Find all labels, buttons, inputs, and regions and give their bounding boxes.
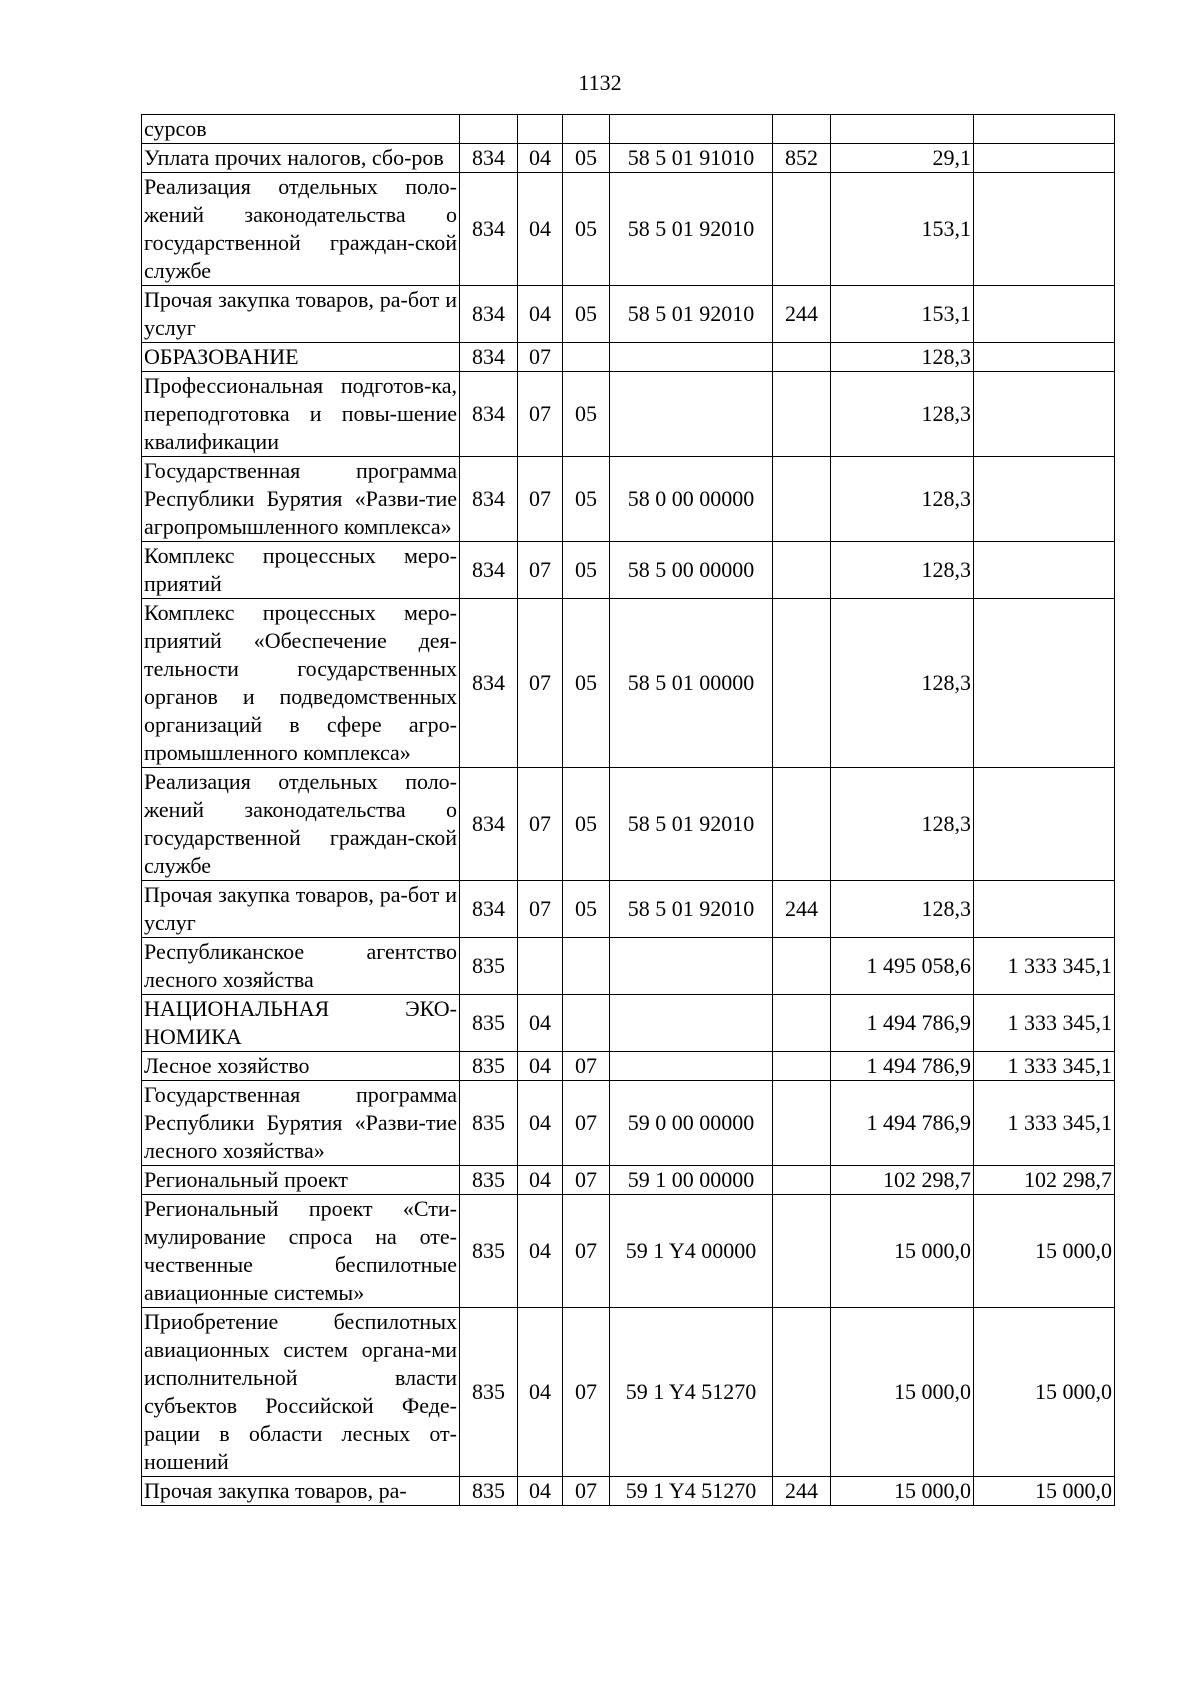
- subsection-code-cell: 07: [563, 1477, 610, 1506]
- table-row: [142, 1195, 1115, 1308]
- target-article-cell: 58 5 00 00000: [610, 542, 773, 599]
- subsection-code-cell: 07: [563, 1195, 610, 1308]
- subsection-code-cell: 05: [563, 372, 610, 457]
- amount-year1-cell: 128,3: [831, 881, 974, 938]
- amount-year1-cell: 15 000,0: [831, 1477, 974, 1506]
- target-article-cell: [610, 995, 773, 1052]
- admin-code-cell: [460, 115, 518, 144]
- amount-year2-cell: [974, 343, 1115, 372]
- table-row: [142, 372, 1115, 457]
- row-name-cell: Прочая закупка товаров, ра-бот и услуг: [142, 286, 460, 343]
- admin-code-cell: 835: [460, 938, 518, 995]
- admin-code-cell: 835: [460, 995, 518, 1052]
- expense-type-cell: 244: [773, 286, 831, 343]
- target-article-cell: 58 5 01 91010: [610, 144, 773, 173]
- section-code-cell: [518, 938, 563, 995]
- admin-code-cell: 835: [460, 1052, 518, 1081]
- target-article-cell: 59 1 00 00000: [610, 1166, 773, 1195]
- amount-year1-cell: 128,3: [831, 372, 974, 457]
- target-article-cell: 59 1 Y4 51270: [610, 1308, 773, 1477]
- admin-code-cell: 834: [460, 372, 518, 457]
- amount-year1-cell: 128,3: [831, 599, 974, 768]
- amount-year2-cell: [974, 542, 1115, 599]
- target-article-cell: 58 0 00 00000: [610, 457, 773, 542]
- expense-type-cell: [773, 457, 831, 542]
- expense-type-cell: [773, 343, 831, 372]
- amount-year2-cell: 1 333 345,1: [974, 938, 1115, 995]
- expense-type-cell: 244: [773, 881, 831, 938]
- amount-year2-cell: [974, 144, 1115, 173]
- expense-type-cell: [773, 1081, 831, 1166]
- amount-year2-cell: [974, 115, 1115, 144]
- table-row: [142, 938, 1115, 995]
- section-code-cell: 04: [518, 1195, 563, 1308]
- target-article-cell: 58 5 01 92010: [610, 881, 773, 938]
- admin-code-cell: 834: [460, 343, 518, 372]
- target-article-cell: 58 5 01 92010: [610, 768, 773, 881]
- amount-year2-cell: 1 333 345,1: [974, 1052, 1115, 1081]
- target-article-cell: 59 1 Y4 51270: [610, 1477, 773, 1506]
- amount-year2-cell: 15 000,0: [974, 1477, 1115, 1506]
- section-code-cell: 07: [518, 881, 563, 938]
- admin-code-cell: 834: [460, 457, 518, 542]
- amount-year2-cell: [974, 881, 1115, 938]
- subsection-code-cell: 05: [563, 542, 610, 599]
- table-row: [142, 457, 1115, 542]
- subsection-code-cell: [563, 938, 610, 995]
- amount-year2-cell: 15 000,0: [974, 1308, 1115, 1477]
- expense-type-cell: [773, 995, 831, 1052]
- table-row: [142, 1081, 1115, 1166]
- expense-type-cell: [773, 938, 831, 995]
- table-row: [142, 599, 1115, 768]
- row-name-cell: Республиканское агентство лесного хозяйства: [142, 938, 460, 995]
- amount-year1-cell: 15 000,0: [831, 1308, 974, 1477]
- subsection-code-cell: 07: [563, 1308, 610, 1477]
- admin-code-cell: 835: [460, 1308, 518, 1477]
- amount-year2-cell: 15 000,0: [974, 1195, 1115, 1308]
- amount-year1-cell: 1 495 058,6: [831, 938, 974, 995]
- admin-code-cell: 834: [460, 542, 518, 599]
- row-name-cell: Региональный проект «Сти-мулирование спроса на оте-чественные беспилотные авиационные системы»: [142, 1195, 460, 1308]
- row-name-cell: Государственная программа Республики Бурятия «Разви-тие агропромышленного комплекса»: [142, 457, 460, 542]
- amount-year1-cell: 128,3: [831, 343, 974, 372]
- table-row: [142, 173, 1115, 286]
- table-row: [142, 144, 1115, 173]
- row-name-cell: Прочая закупка товаров, ра-: [142, 1477, 460, 1506]
- admin-code-cell: 834: [460, 881, 518, 938]
- row-name-cell: Реализация отдельных поло-жений законодательства о государственной граждан-ской службе: [142, 768, 460, 881]
- subsection-code-cell: 05: [563, 286, 610, 343]
- amount-year1-cell: 1 494 786,9: [831, 1081, 974, 1166]
- row-name-cell: ОБРАЗОВАНИЕ: [142, 343, 460, 372]
- subsection-code-cell: 07: [563, 1081, 610, 1166]
- row-name-cell: Лесное хозяйство: [142, 1052, 460, 1081]
- expense-type-cell: [773, 768, 831, 881]
- subsection-code-cell: [563, 995, 610, 1052]
- expense-type-cell: 244: [773, 1477, 831, 1506]
- target-article-cell: [610, 1052, 773, 1081]
- subsection-code-cell: [563, 115, 610, 144]
- target-article-cell: [610, 372, 773, 457]
- amount-year1-cell: 1 494 786,9: [831, 1052, 974, 1081]
- amount-year1-cell: 29,1: [831, 144, 974, 173]
- amount-year2-cell: [974, 372, 1115, 457]
- expense-type-cell: [773, 173, 831, 286]
- section-code-cell: 07: [518, 343, 563, 372]
- table-row: [142, 542, 1115, 599]
- admin-code-cell: 834: [460, 768, 518, 881]
- amount-year1-cell: 153,1: [831, 173, 974, 286]
- section-code-cell: [518, 115, 563, 144]
- row-name-cell: Комплекс процессных меро-приятий «Обеспечение дея-тельности государственных органов и подведомственных организаций в сфере агро-промышленного комплекса»: [142, 599, 460, 768]
- amount-year2-cell: [974, 286, 1115, 343]
- table-row: [142, 343, 1115, 372]
- section-code-cell: 04: [518, 1166, 563, 1195]
- subsection-code-cell: 05: [563, 599, 610, 768]
- admin-code-cell: 835: [460, 1477, 518, 1506]
- section-code-cell: 07: [518, 457, 563, 542]
- section-code-cell: 07: [518, 372, 563, 457]
- section-code-cell: 07: [518, 599, 563, 768]
- section-code-cell: 04: [518, 1052, 563, 1081]
- target-article-cell: 58 5 01 00000: [610, 599, 773, 768]
- target-article-cell: [610, 343, 773, 372]
- expense-type-cell: [773, 1195, 831, 1308]
- table-row: [142, 1308, 1115, 1477]
- target-article-cell: 59 1 Y4 00000: [610, 1195, 773, 1308]
- section-code-cell: 04: [518, 1477, 563, 1506]
- row-name-cell: Прочая закупка товаров, ра-бот и услуг: [142, 881, 460, 938]
- table-row: [142, 768, 1115, 881]
- target-article-cell: [610, 115, 773, 144]
- table-row: [142, 115, 1115, 144]
- admin-code-cell: 834: [460, 599, 518, 768]
- admin-code-cell: 834: [460, 286, 518, 343]
- row-name-cell: Приобретение беспилотных авиационных систем органа-ми исполнительной власти субъектов Российской Феде-рации в области лесных от-ношений: [142, 1308, 460, 1477]
- amount-year1-cell: [831, 115, 974, 144]
- admin-code-cell: 835: [460, 1081, 518, 1166]
- expense-type-cell: 852: [773, 144, 831, 173]
- subsection-code-cell: 05: [563, 144, 610, 173]
- subsection-code-cell: 05: [563, 768, 610, 881]
- section-code-cell: 04: [518, 173, 563, 286]
- target-article-cell: [610, 938, 773, 995]
- table-row: [142, 881, 1115, 938]
- amount-year1-cell: 1 494 786,9: [831, 995, 974, 1052]
- amount-year2-cell: 1 333 345,1: [974, 1081, 1115, 1166]
- subsection-code-cell: 05: [563, 881, 610, 938]
- row-name-cell: сурсов: [142, 115, 460, 144]
- amount-year1-cell: 128,3: [831, 457, 974, 542]
- subsection-code-cell: 07: [563, 1166, 610, 1195]
- admin-code-cell: 835: [460, 1166, 518, 1195]
- amount-year2-cell: [974, 768, 1115, 881]
- expense-type-cell: [773, 372, 831, 457]
- table-row: [142, 1052, 1115, 1081]
- subsection-code-cell: 07: [563, 1052, 610, 1081]
- section-code-cell: 04: [518, 1308, 563, 1477]
- amount-year1-cell: 128,3: [831, 542, 974, 599]
- table-row: [142, 1477, 1115, 1506]
- amount-year1-cell: 15 000,0: [831, 1195, 974, 1308]
- amount-year1-cell: 153,1: [831, 286, 974, 343]
- row-name-cell: Комплекс процессных меро-приятий: [142, 542, 460, 599]
- admin-code-cell: 834: [460, 144, 518, 173]
- table-row: [142, 286, 1115, 343]
- section-code-cell: 07: [518, 542, 563, 599]
- budget-table: [141, 114, 1115, 1506]
- row-name-cell: Реализация отдельных поло-жений законодательства о государственной граждан-ской службе: [142, 173, 460, 286]
- row-name-cell: Профессиональная подготов-ка, переподготовка и повы-шение квалификации: [142, 372, 460, 457]
- amount-year2-cell: 1 333 345,1: [974, 995, 1115, 1052]
- expense-type-cell: [773, 599, 831, 768]
- subsection-code-cell: [563, 343, 610, 372]
- expense-type-cell: [773, 1166, 831, 1195]
- amount-year2-cell: [974, 173, 1115, 286]
- section-code-cell: 07: [518, 768, 563, 881]
- target-article-cell: 59 0 00 00000: [610, 1081, 773, 1166]
- page-number: 1132: [578, 70, 622, 95]
- row-name-cell: Уплата прочих налогов, сбо-ров: [142, 144, 460, 173]
- amount-year1-cell: 102 298,7: [831, 1166, 974, 1195]
- expense-type-cell: [773, 542, 831, 599]
- row-name-cell: Региональный проект: [142, 1166, 460, 1195]
- expense-type-cell: [773, 1052, 831, 1081]
- section-code-cell: 04: [518, 995, 563, 1052]
- amount-year2-cell: [974, 457, 1115, 542]
- table-row: [142, 1166, 1115, 1195]
- admin-code-cell: 835: [460, 1195, 518, 1308]
- amount-year1-cell: 128,3: [831, 768, 974, 881]
- section-code-cell: 04: [518, 286, 563, 343]
- table-row: [142, 995, 1115, 1052]
- expense-type-cell: [773, 1308, 831, 1477]
- section-code-cell: 04: [518, 144, 563, 173]
- row-name-cell: НАЦИОНАЛЬНАЯ ЭКО-НОМИКА: [142, 995, 460, 1052]
- target-article-cell: 58 5 01 92010: [610, 286, 773, 343]
- subsection-code-cell: 05: [563, 457, 610, 542]
- section-code-cell: 04: [518, 1081, 563, 1166]
- amount-year2-cell: 102 298,7: [974, 1166, 1115, 1195]
- subsection-code-cell: 05: [563, 173, 610, 286]
- admin-code-cell: 834: [460, 173, 518, 286]
- expense-type-cell: [773, 115, 831, 144]
- amount-year2-cell: [974, 599, 1115, 768]
- row-name-cell: Государственная программа Республики Бурятия «Разви-тие лесного хозяйства»: [142, 1081, 460, 1166]
- target-article-cell: 58 5 01 92010: [610, 173, 773, 286]
